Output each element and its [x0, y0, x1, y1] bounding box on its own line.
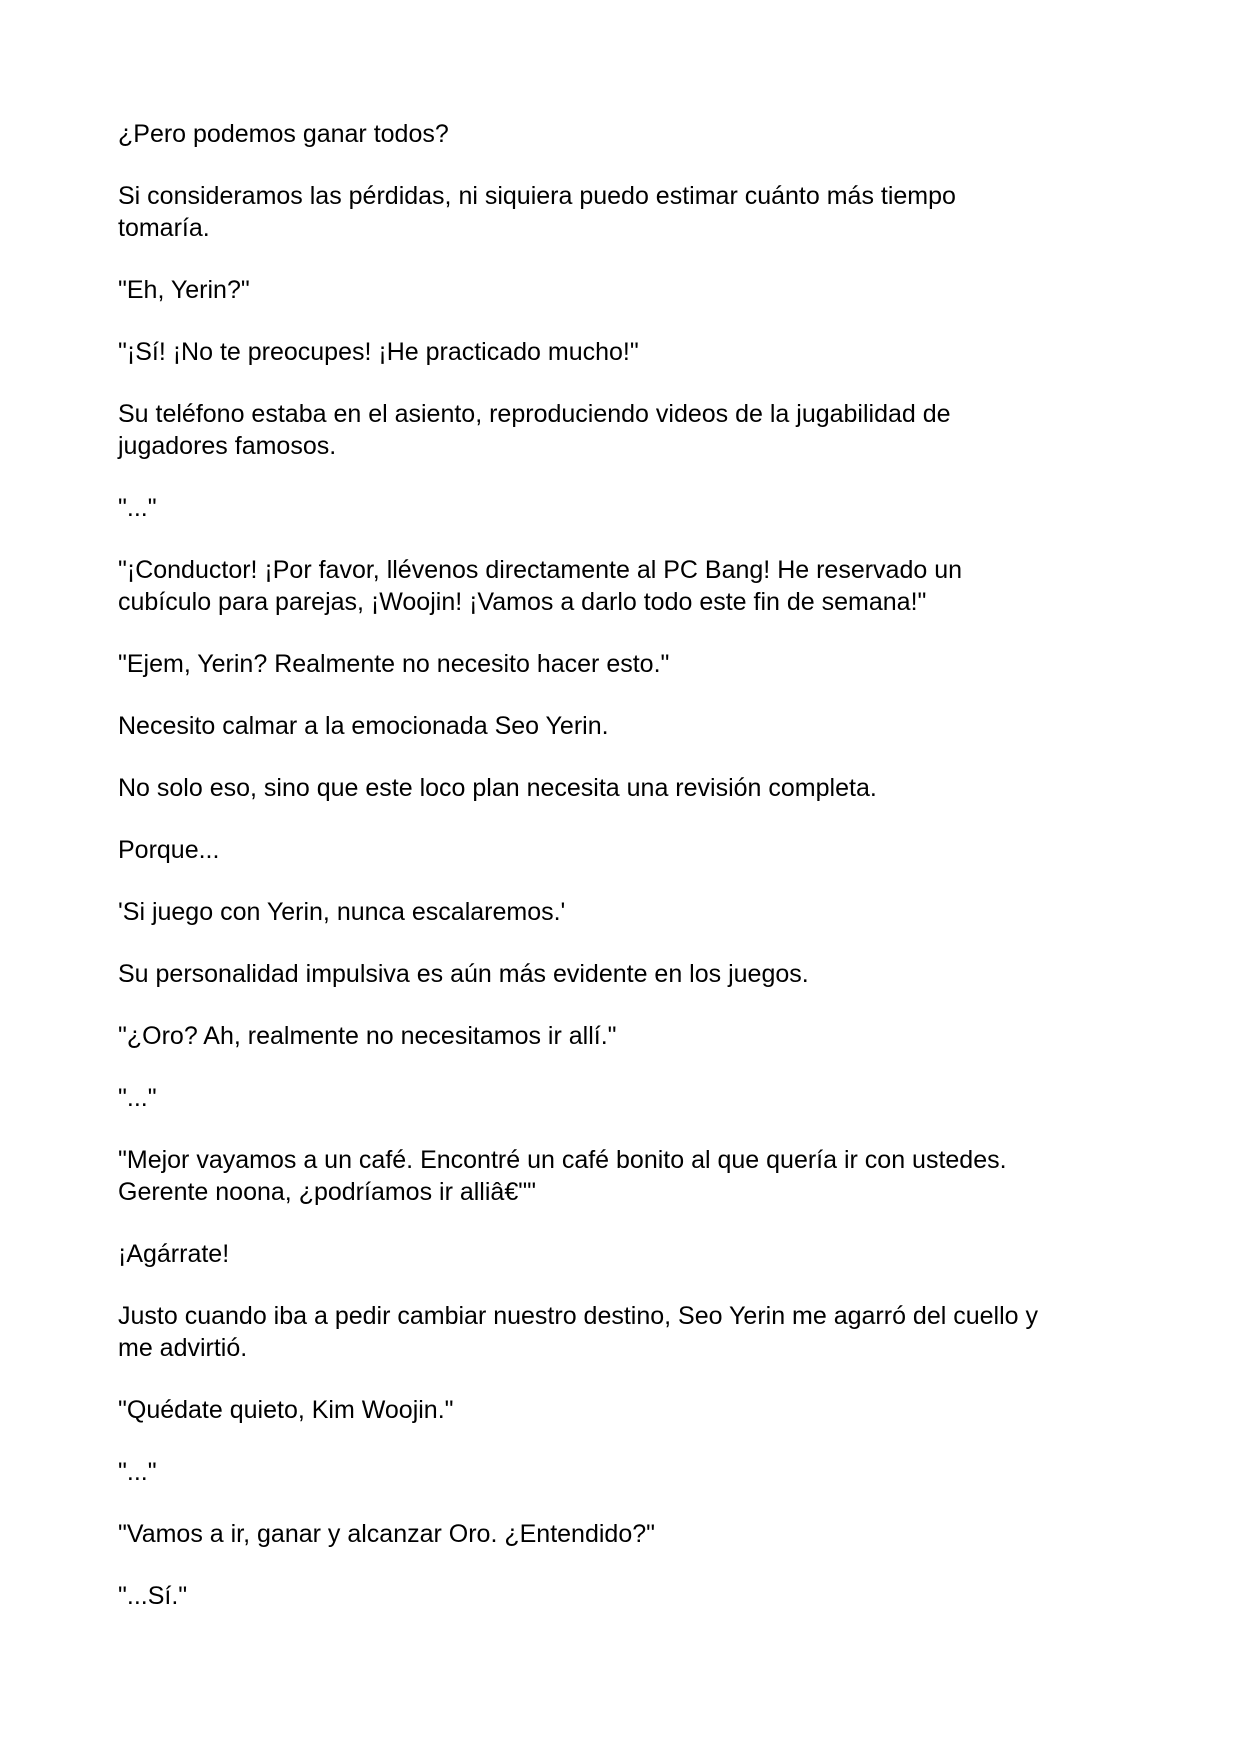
- paragraph: ¿Pero podemos ganar todos?: [118, 120, 449, 148]
- paragraph: Si consideramos las pérdidas, ni siquiera puedo estimar cuánto más tiempo tomaría.: [118, 182, 956, 242]
- paragraph: ¡Agárrate!: [118, 1240, 230, 1268]
- paragraph: "Vamos a ir, ganar y alcanzar Oro. ¿Entendido?": [118, 1520, 655, 1548]
- paragraph: "Mejor vayamos a un café. Encontré un café bonito al que quería ir con ustedes. Gerente noona, ¿podríamos ir alliâ€"": [118, 1146, 1007, 1206]
- paragraph: "Eh, Yerin?": [118, 276, 250, 304]
- paragraph: "...Sí.": [118, 1582, 188, 1610]
- paragraph: "...": [118, 494, 157, 522]
- paragraph: 'Si juego con Yerin, nunca escalaremos.': [118, 898, 566, 926]
- paragraph: "Ejem, Yerin? Realmente no necesito hacer esto.": [118, 650, 670, 678]
- paragraph: Porque...: [118, 836, 220, 864]
- paragraph: "...": [118, 1084, 157, 1112]
- paragraph: Necesito calmar a la emocionada Seo Yerin.: [118, 712, 609, 740]
- paragraph: "¡Sí! ¡No te preocupes! ¡He practicado mucho!": [118, 338, 639, 366]
- paragraph: Su personalidad impulsiva es aún más evidente en los juegos.: [118, 960, 809, 988]
- paragraph: Justo cuando iba a pedir cambiar nuestro destino, Seo Yerin me agarró del cuello y me advirtió.: [118, 1302, 1039, 1362]
- paragraph: "¡Conductor! ¡Por favor, llévenos directamente al PC Bang! He reservado un cubículo para parejas, ¡Woojin! ¡Vamos a darlo todo este fin de semana!": [118, 556, 963, 616]
- paragraph: "Quédate quieto, Kim Woojin.": [118, 1396, 454, 1424]
- paragraph: "...": [118, 1458, 157, 1486]
- paragraph: No solo eso, sino que este loco plan necesita una revisión completa.: [118, 774, 877, 802]
- document-body: [118, 118, 1128, 1642]
- paragraph: Su teléfono estaba en el asiento, reproduciendo videos de la jugabilidad de jugadores famosos.: [118, 400, 951, 460]
- paragraph: "¿Oro? Ah, realmente no necesitamos ir allí.": [118, 1022, 617, 1050]
